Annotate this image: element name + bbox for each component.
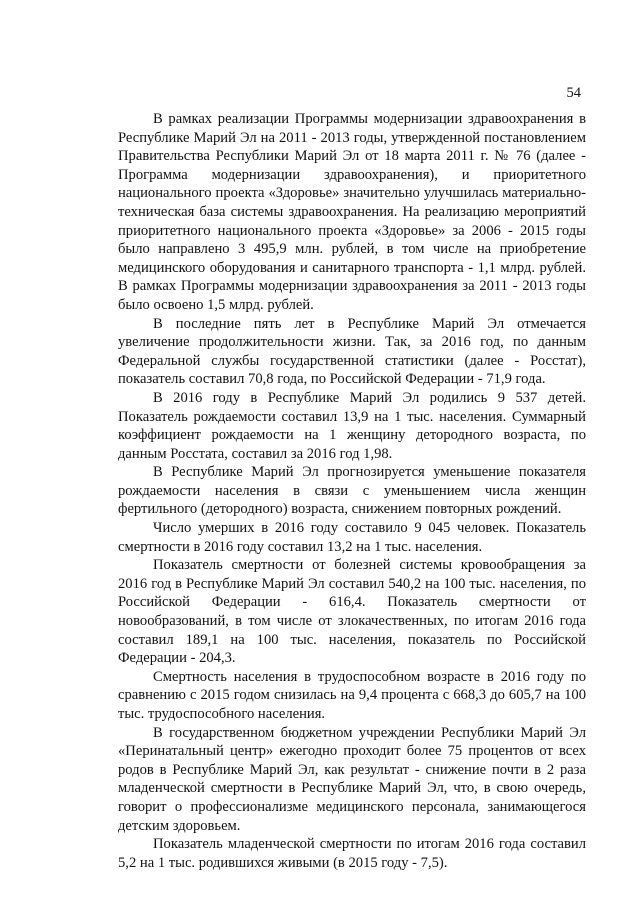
page-number: 54: [566, 85, 581, 101]
paragraph-cardio-oncology: Показатель смертности от болезней системы кровообращения за 2016 год в Республике Марий Эл составил 540,2 на 100 тыс. населения, по Российской Федерации - 616,4. Показатель смертности от новообразований, в том числе от злокачественных, по итогам 2016 года составил 189,1 на 100 тыс. населения, показатель по Российской Федерации - 204,3.: [118, 557, 586, 667]
document-body: [118, 110, 586, 872]
paragraph-mortality: Число умерших в 2016 году составило 9 045 человек. Показатель смертности в 2016 году составил 13,2 на 1 тыс. населения.: [118, 520, 586, 555]
paragraph-perinatal-center: В государственном бюджетном учреждении Республики Марий Эл «Перинатальный центр» ежегодно проходит более 75 процентов от всех родов в Республике Марий Эл, как результат - снижение почти в 2 раза младенческой смертности в Республике Марий Эл, что, в свою очередь, говорит о профессионализме медицинского персонала, занимающегося детским здоровьем.: [118, 724, 586, 834]
paragraph-birth-forecast: В Республике Марий Эл прогнозируется уменьшение показателя рождаемости населения в связи с уменьшением числа женщин фертильного (детородного) возраста, снижением повторных рождений.: [118, 464, 586, 518]
paragraph-life-expectancy: В последние пять лет в Республике Марий Эл отмечается увеличение продолжительности жизни. Так, за 2016 год, по данным Федеральной службы государственной статистики (далее - Росстат), показатель составил 70,8 года, по Российской Федерации - 71,9 года.: [118, 315, 586, 388]
paragraph-modernization: В рамках реализации Программы модернизации здравоохранения в Республике Марий Эл на 2011 - 2013 годы, утвержденной постановлением Правительства Республики Марий Эл от 18 марта 2011 г. № 76 (далее - Программа модернизации здравоохранения), и приоритетного национального проекта «Здоровье» значительно улучшилась материально-техническая база системы здравоохранения. На реализацию мероприятий приоритетного национального проекта «Здоровье» за 2006 - 2015 годы было направлено 3 495,9 млн. рублей, в том числе на приобретение медицинского оборудования и санитарного транспорта - 1,1 млрд. рублей. В рамках Программы модернизации здравоохранения за 2011 - 2013 годы было освоено 1,5 млрд. рублей.: [118, 111, 586, 313]
paragraph-working-age-mortality: Смертность населения в трудоспособном возрасте в 2016 году по сравнению с 2015 годом снизилась на 9,4 процента с 668,3 до 605,7 на 100 тыс. трудоспособного населения.: [118, 668, 586, 722]
paragraph-infant-mortality: Показатель младенческой смертности по итогам 2016 года составил 5,2 на 1 тыс. родившихся живыми (в 2015 году - 7,5).: [118, 836, 586, 871]
paragraph-birth-rate: В 2016 году в Республике Марий Эл родились 9 537 детей. Показатель рождаемости составил 13,9 на 1 тыс. населения. Суммарный коэффициент рождаемости на 1 женщину детородного возраста, по данным Росстата, составил за 2016 год 1,98.: [118, 389, 586, 462]
